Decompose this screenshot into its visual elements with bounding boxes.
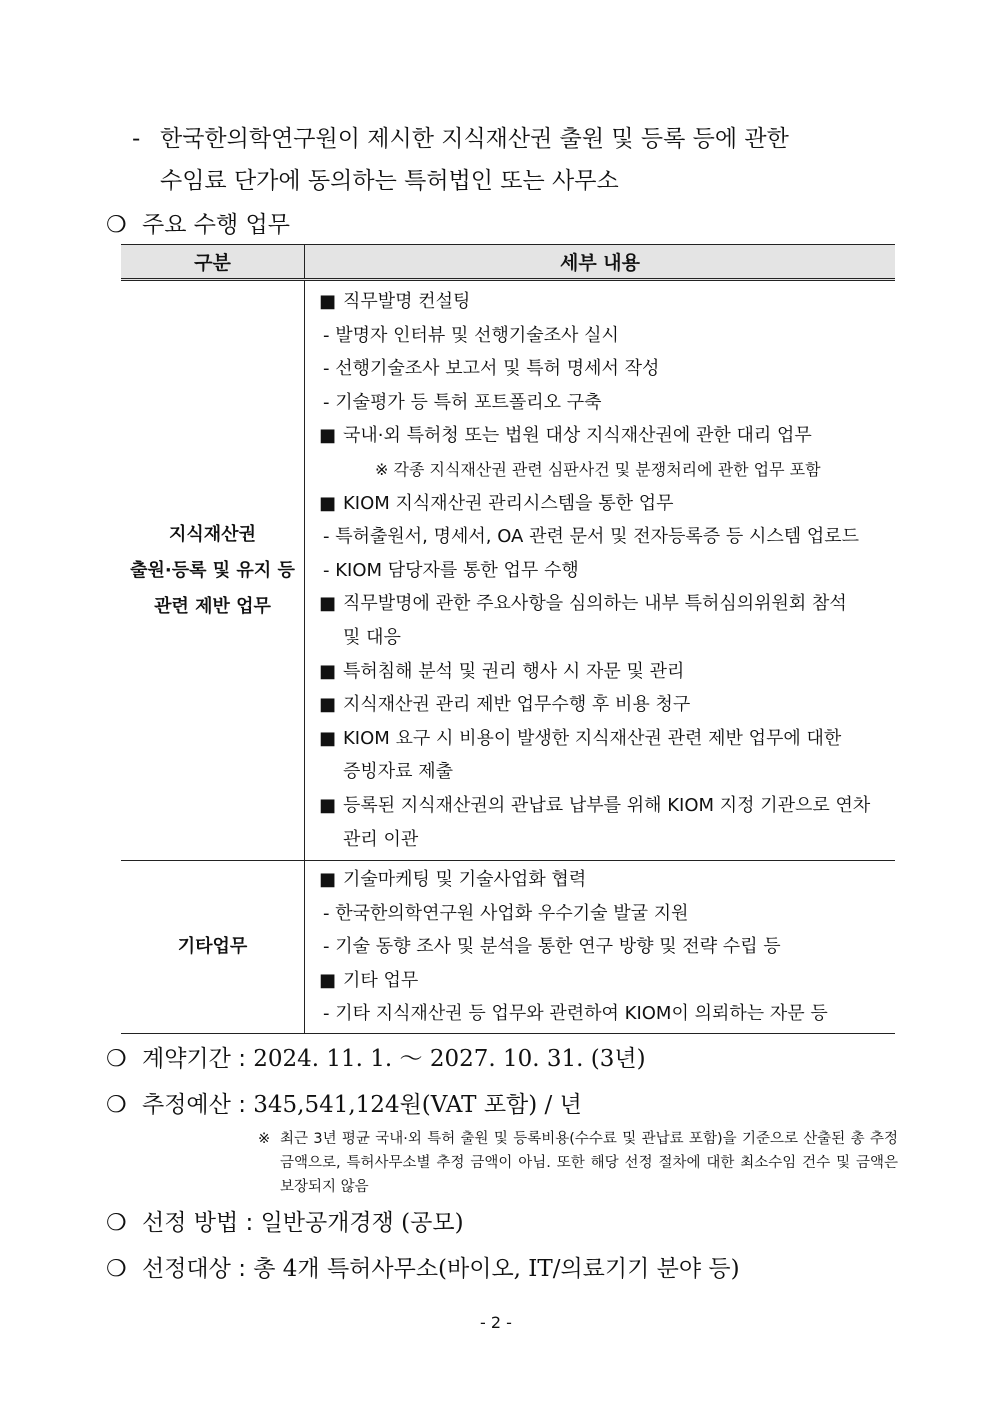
square-bullet-icon: ■ <box>319 969 337 991</box>
contract-colon: : <box>238 1046 246 1072</box>
square-bullet-icon: ■ <box>319 492 337 514</box>
list-note: ※ 각종 지식재산권 관련 심판사건 및 분쟁처리에 관한 업무 포함 <box>375 459 821 479</box>
category-other: 기타업무 <box>121 861 305 1034</box>
header-category: 구분 <box>121 245 305 280</box>
category-line: 출원·등록 및 유지 등 <box>130 559 295 581</box>
section-contract-period <box>106 1040 646 1073</box>
budget-label: 추정예산 <box>142 1092 231 1118</box>
section-budget <box>106 1086 582 1119</box>
list-item: ■ 지식재산권 관리 제반 업무수행 후 비용 청구 <box>305 688 895 722</box>
details-other <box>305 861 896 1034</box>
page-number: - 2 - <box>480 1313 512 1332</box>
method-colon: : <box>245 1210 254 1236</box>
list-subitem: - 발명자 인터뷰 및 선행기술조사 실시 <box>323 324 619 346</box>
category-line: 지식재산권 <box>169 523 256 545</box>
note-text: 최근 3년 평균 국내·외 특허 출원 및 등록비용(수수료 및 관납료 포함)을 기준으로 산출된 총 추정 금액으로, 특허사무소별 추정 금액이 아님. 또한 해당 선정 절차에 대한 최소수임 건수 및 금액은 보장되지 않음 <box>280 1131 898 1195</box>
target-value: 총 4개 특허사무소(바이오, IT/의료기기 분야 등) <box>253 1256 740 1282</box>
note-mark: ※ <box>258 1131 271 1147</box>
duties-title: 주요 수행 업무 <box>142 212 290 238</box>
section-duties-heading <box>106 206 290 239</box>
list-subitem: - 특허출원서, 명세서, OA 관련 문서 및 전자등록증 등 시스템 업로드 <box>323 526 860 548</box>
method-label: 선정 방법 <box>142 1210 239 1236</box>
square-bullet-icon: ■ <box>319 291 337 312</box>
list-subitem: - 기술평가 등 특허 포트폴리오 구축 <box>323 391 602 413</box>
list-item: ■ 기술마케팅 및 기술사업화 협력 <box>305 863 895 897</box>
list-subitem: - 한국한의학연구원 사업화 우수기술 발굴 지원 <box>323 902 689 924</box>
target-colon: : <box>238 1256 246 1282</box>
table-row <box>121 280 895 861</box>
list-item-continuation: 관리 이관 <box>343 828 419 850</box>
list-item: ■ 직무발명 컨설팅 <box>305 285 895 319</box>
section-selection-target <box>106 1250 740 1283</box>
list-item: ■ 기타 업무 <box>305 964 895 998</box>
details-ip-application <box>305 280 896 861</box>
list-item-continuation: 및 대응 <box>343 626 401 648</box>
list-item: ■ 등록된 지식재산권의 관납료 납부를 위해 KIOM 지정 기관으로 연차 <box>305 789 895 823</box>
list-item-continuation: 증빙자료 제출 <box>343 761 454 783</box>
circle-bullet-icon: ❍ <box>106 1210 127 1236</box>
budget-note <box>258 1127 898 1199</box>
list-item: ■ 국내·외 특허청 또는 법원 대상 지식재산권에 관한 대리 업무 <box>305 419 895 453</box>
header-details: 세부 내용 <box>305 245 896 280</box>
circle-bullet-icon: ❍ <box>106 1046 127 1072</box>
list-subitem: - KIOM 담당자를 통한 업무 수행 <box>323 559 579 581</box>
category-ip-application <box>121 280 305 861</box>
method-value: 일반공개경쟁 (공모) <box>260 1210 464 1236</box>
circle-bullet-icon: ❍ <box>106 1092 127 1118</box>
duties-table <box>121 244 895 1034</box>
square-bullet-icon: ■ <box>319 727 337 749</box>
budget-value: 345,541,124원(VAT 포함) / 년 <box>253 1092 582 1118</box>
square-bullet-icon: ■ <box>319 593 337 615</box>
table-row <box>121 861 895 1034</box>
list-item: ■ KIOM 지식재산권 관리시스템을 통한 업무 <box>305 487 895 521</box>
intro-line-2: 수임료 단가에 동의하는 특허법인 또는 사무소 <box>160 168 619 194</box>
target-label: 선정대상 <box>142 1256 231 1282</box>
square-bullet-icon: ■ <box>319 794 337 816</box>
square-bullet-icon: ■ <box>319 869 337 891</box>
list-item: ■ KIOM 요구 시 비용이 발생한 지식재산권 관련 제반 업무에 대한 <box>305 722 895 756</box>
square-bullet-icon: ■ <box>319 425 337 447</box>
list-subitem: - 선행기술조사 보고서 및 특허 명세서 작성 <box>323 358 660 380</box>
circle-bullet-icon: ❍ <box>106 212 127 238</box>
category-line: 관련 제반 업무 <box>154 595 271 617</box>
table-header-row <box>121 245 895 280</box>
circle-bullet-icon: ❍ <box>106 1256 127 1282</box>
contract-value: 2024. 11. 1. ～ 2027. 10. 31. (3년) <box>253 1046 646 1072</box>
list-subitem: - 기술 동향 조사 및 분석을 통한 연구 방향 및 전략 수립 등 <box>323 936 781 958</box>
contract-label: 계약기간 <box>142 1046 231 1072</box>
square-bullet-icon: ■ <box>319 694 337 716</box>
section-selection-method <box>106 1204 464 1237</box>
list-item: ■ 직무발명에 관한 주요사항을 심의하는 내부 특허심의위원회 참석 <box>305 587 895 621</box>
budget-colon: : <box>238 1092 246 1118</box>
list-subitem: - 기타 지식재산권 등 업무와 관련하여 KIOM이 의뢰하는 자문 등 <box>323 1003 828 1025</box>
intro-line-1: 한국한의학연구원이 제시한 지식재산권 출원 및 등록 등에 관한 <box>160 126 789 152</box>
list-item: ■ 특허침해 분석 및 권리 행사 시 자문 및 관리 <box>305 655 895 689</box>
intro-dash: - <box>132 126 141 152</box>
square-bullet-icon: ■ <box>319 660 337 682</box>
